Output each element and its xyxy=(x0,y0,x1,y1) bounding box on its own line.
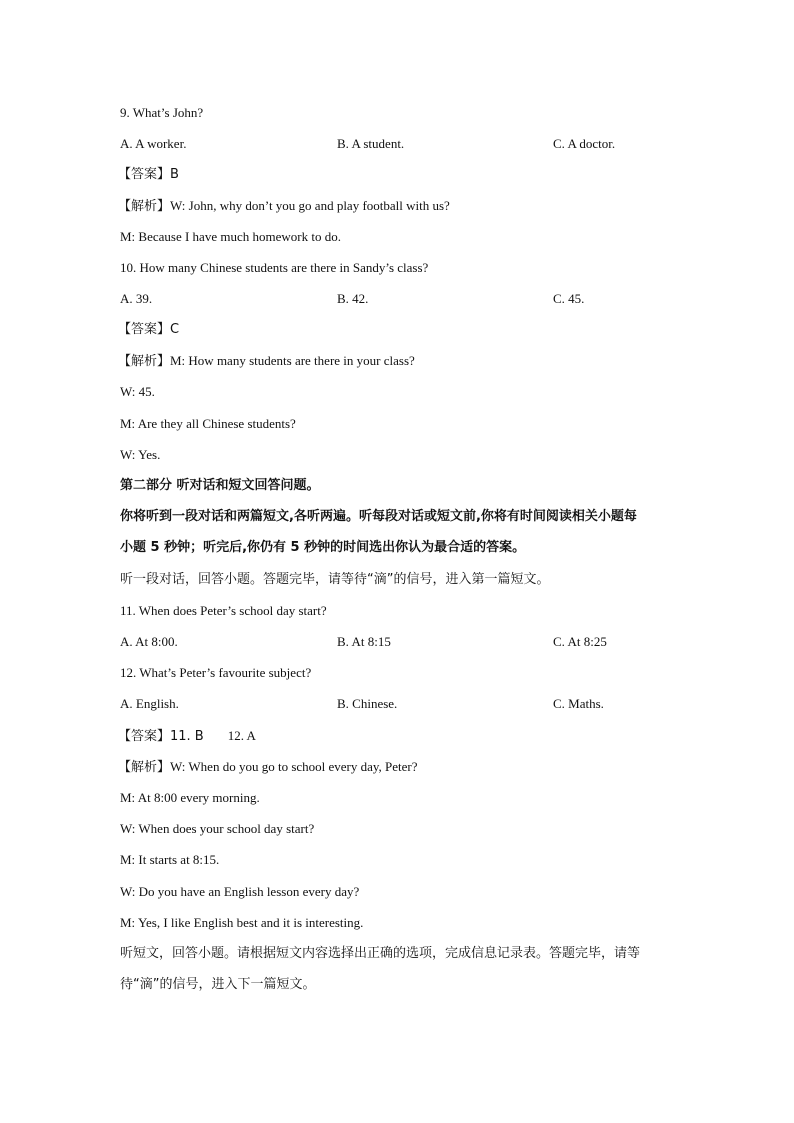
q11-12-answer-second: 12. A xyxy=(227,728,256,743)
q11-12-answer-label: 【答案】11. B xyxy=(118,729,204,744)
q11-12-analysis-3: W: When does your school day start? xyxy=(120,821,315,836)
q11-12-analysis-5: W: Do you have an English lesson every day? xyxy=(120,884,360,899)
q10-analysis-3: M: Are they all Chinese students? xyxy=(120,416,296,431)
q10-analysis-2: W: 45. xyxy=(120,384,155,399)
q10-analysis-4: W: Yes. xyxy=(120,447,161,462)
q9-analysis-1: 【解析】W: John, why don’t you go and play football with us? xyxy=(118,198,450,213)
q9-answer: 【答案】B xyxy=(118,167,179,182)
q11-12-analysis-6: M: Yes, I like English best and it is interesting. xyxy=(120,915,364,930)
q12-option-c: C. Maths. xyxy=(553,696,604,711)
q12-question: 12. What’s Peter’s favourite subject? xyxy=(120,665,312,680)
passage-intro-2: 待“滴”的信号，进入下一篇短文。 xyxy=(120,977,316,992)
q9-question: 9. What’s John? xyxy=(120,105,204,120)
q9-option-a: A. A worker. xyxy=(120,136,187,151)
part2-dialogue-intro: 听一段对话，回答小题。答题完毕，请等待“滴”的信号，进入第一篇短文。 xyxy=(120,572,550,587)
q11-question: 11. When does Peter’s school day start? xyxy=(120,603,327,618)
q11-option-a: A. At 8:00. xyxy=(120,634,178,649)
q9-option-b: B. A student. xyxy=(337,136,405,151)
q10-option-c: C. 45. xyxy=(553,291,585,306)
part2-title: 第二部分 听对话和短文回答问题。 xyxy=(120,478,320,493)
q10-answer: 【答案】C xyxy=(118,322,180,337)
part2-instructions-1: 你将听到一段对话和两篇短文,各听两遍。听每段对话或短文前,你将有时间阅读相关小题每 xyxy=(120,509,637,524)
q11-option-b: B. At 8:15 xyxy=(337,634,391,649)
q11-12-analysis-4: M: It starts at 8:15. xyxy=(120,852,220,867)
part2-instructions-2: 小题 5 秒钟；听完后,你仍有 5 秒钟的时间选出你认为最合适的答案。 xyxy=(120,540,526,555)
q9-option-c: C. A doctor. xyxy=(553,136,616,151)
q12-option-b: B. Chinese. xyxy=(337,696,398,711)
q11-option-c: C. At 8:25 xyxy=(553,634,607,649)
q10-question: 10. How many Chinese students are there in Sandy’s class? xyxy=(120,260,429,275)
q11-12-analysis-2: M: At 8:00 every morning. xyxy=(120,790,260,805)
q12-option-a: A. English. xyxy=(120,696,179,711)
q10-option-a: A. 39. xyxy=(120,291,153,306)
q9-analysis-2: M: Because I have much homework to do. xyxy=(120,229,341,244)
q10-option-b: B. 42. xyxy=(337,291,369,306)
q11-12-answer xyxy=(118,727,256,746)
passage-intro-1: 听短文，回答小题。请根据短文内容选择出正确的选项，完成信息记录表。答题完毕，请等 xyxy=(120,946,641,961)
q10-analysis-1: 【解析】M: How many students are there in your class? xyxy=(118,353,415,368)
q11-12-analysis-1: 【解析】W: When do you go to school every day, Peter? xyxy=(118,759,418,774)
